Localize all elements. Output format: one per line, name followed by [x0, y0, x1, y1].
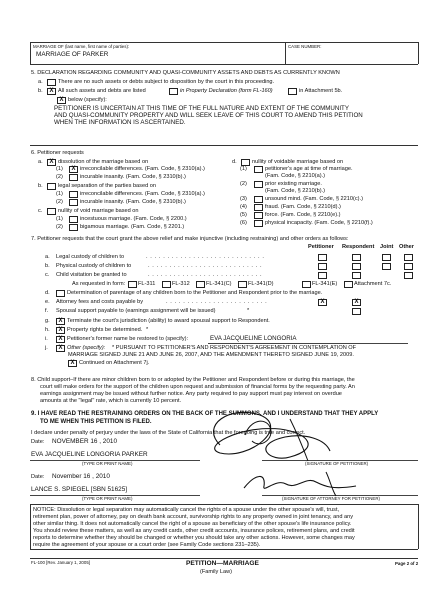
declaration: I declare under penalty of perjury under the laws of the State of California that the foregoing is true and correct. — [31, 430, 306, 436]
s6b-checkbox[interactable] — [47, 183, 56, 190]
s6d6-checkbox[interactable] — [254, 220, 263, 227]
s6d2-code: (Fam. Code, § 2210(b).) — [265, 188, 326, 194]
notice-line1: NOTICE: Dissolution or legal separation may automatically cancel the rights of a spouse under the other spouse's will, trust, — [33, 507, 340, 513]
s7d-checkbox[interactable] — [56, 290, 65, 297]
petitioner-signature — [190, 405, 340, 467]
s7b-joint-box[interactable] — [382, 263, 391, 270]
s7j-checkbox[interactable]: X — [56, 345, 65, 352]
s7j-continued: Continued on Attachment 7j. — [79, 360, 150, 366]
s7a-other-box[interactable] — [404, 254, 413, 261]
s6b1-checkbox[interactable] — [69, 191, 78, 198]
sig1-date: NOVEMBER 16 , 2010 — [52, 438, 118, 445]
case-number-label: CASE NUMBER: — [288, 44, 322, 49]
s5-para1: PETITIONER IS UNCERTAIN AT THIS TIME OF THE FULL NATURE AND EXTENT OF THE COMMUNITY — [54, 105, 349, 112]
s7h-checkbox[interactable]: X — [56, 327, 65, 334]
s6a1-checkbox[interactable]: X — [69, 166, 78, 173]
s7i-text: Petitioner's former name be restored to (specify): — [67, 336, 189, 342]
s7j-line2: MARRIAGE SIGNED JUNE 21 AND JUNE 26, 2007, AND THE AMENDMENT THERETO SIGNED JUNE 19, 2009. — [68, 352, 354, 358]
s7g-checkbox[interactable]: X — [56, 318, 65, 325]
sig2-date: November 16 , 2010 — [52, 473, 110, 480]
s7j-line1: * PURSUANT TO PETITIONER'S AND RESPONDENT'S AGREEMENT IN CONTEMPLATION OF — [112, 345, 357, 351]
s8-line1: 8. Child support–If there are minor children born to or adopted by the Petitioner and Respondent before or during this marriage, the — [31, 377, 355, 383]
s6d-text: nullity of voidable marriage based on — [252, 159, 344, 165]
s5b-text2: in Property Declaration (form FL-160) — [180, 88, 273, 94]
s6b2-checkbox[interactable] — [69, 199, 78, 206]
s7e-petitioner-box[interactable]: X — [318, 299, 327, 306]
s5b-text1: All such assets and debts are listed — [58, 88, 146, 94]
s9-line1: 9. I HAVE READ THE RESTRAINING ORDERS ON THE BACK OF THE SUMMONS, AND I UNDERSTAND THAT THEY APPLY — [31, 411, 379, 417]
s5-title: 5. DECLARATION REGARDING COMMUNITY AND QUASI-COMMUNITY ASSETS AND DEBTS AS CURRENTLY KNOWN — [31, 70, 340, 76]
s5b-form-checkbox[interactable] — [169, 88, 178, 95]
col-respondent: Respondent — [342, 244, 375, 250]
s7b-text: Physical custody of children to — [56, 263, 132, 269]
sig1-name: EVA JACQUELINE LONGORIA PARKER — [31, 451, 148, 458]
s6d5-checkbox[interactable] — [254, 212, 263, 219]
s5-para2: AND QUASI-COMMUNITY PROPERTY AND WILL SEEK LEAVE OF THIS COURT TO AMEND THIS PETITION — [54, 112, 363, 119]
s7a-petitioner-box[interactable] — [318, 254, 327, 261]
s6d2-checkbox[interactable] — [254, 181, 263, 188]
s8-line2: court will make orders for the support of the children upon request and submission of financial forms by the requesting party. An — [40, 384, 355, 390]
form-fl341c-box[interactable] — [196, 281, 205, 288]
s6c2-text: bigamous marriage. (Fam. Code, § 2201.) — [80, 224, 185, 230]
s5b-attachment-checkbox[interactable] — [288, 88, 297, 95]
s6c2-checkbox[interactable] — [69, 224, 78, 231]
form-fl341e: FL-341(E) — [312, 281, 338, 287]
s6d1-checkbox[interactable] — [254, 166, 263, 173]
s5b-below-checkbox[interactable]: X — [57, 97, 66, 104]
s6d5-text: force. (Fam. Code, § 2210(e).) — [265, 212, 341, 218]
col-joint: Joint — [380, 244, 394, 250]
form-fl311-box[interactable] — [128, 281, 137, 288]
s5b-text3: in Attachment 5b. — [299, 88, 343, 94]
sig2-name: LANCE S. SPIEGEL [SBN 51625] — [31, 486, 128, 493]
s5b-text4: below (specify): — [68, 97, 107, 103]
s6a1-text: irreconcilable differences. (Fam. Code, § 2310(a).) — [80, 166, 205, 172]
s7j-continued-box[interactable]: X — [68, 360, 77, 367]
s6c1-checkbox[interactable] — [69, 216, 78, 223]
s7f-respondent-box[interactable] — [352, 308, 361, 315]
s6b-text: legal separation of the parties based on — [58, 183, 156, 189]
marriage-label: MARRIAGE OF (last name, first name of parties): — [33, 44, 130, 49]
s6d4-text: fraud. (Fam. Code, § 2210(d).) — [265, 204, 341, 210]
s7i-value: EVA JACQUELINE LONGORIA — [210, 335, 297, 342]
s7c-respondent-box[interactable] — [352, 272, 361, 279]
s7g-text: Terminate the court's jurisdiction (ability) to award spousal support to Respondent. — [67, 318, 270, 324]
s6b2-text: incurable insanity. (Fam. Code, § 2310(b).) — [80, 199, 186, 205]
s7a-respondent-box[interactable] — [352, 254, 361, 261]
petition-page: MARRIAGE OF (last name, first name of parties): CASE NUMBER: MARRIAGE OF PARKER 5. DECLARATION REGARDING COMMUNITY AND QUASI-COMMUNITY ASSETS AND DEBTS AS CURRENTLY KNOWN a. There are no such assets or debts subject to disposition by the court in this proceeding. b. X All such assets and debts are listed in Property Declaration (form FL-160) in Attachment 5b. X below (specify): PETITIONER IS UNCERTAIN AT THIS TIME OF THE FULL NATURE AND EXTENT OF THE COMMUNITY AND QUASI-COMMUNITY PROPERTY AND WILL SEEK LEAVE OF THIS COURT TO AMEND THIS PETITION WHEN THE INFORMATION IS ASCERTAINED. 6. Petitioner requests a. X dissolution of the marriage based on (1) X irreconcilable differences. (Fam. Code, § 2310(a).) (2) incurable insanity. (Fam. Code, § 2310(b).) b. legal separation of the parties based on (1) irreconcilable differences. (Fam. Code, § 2310(a).) (2) incurable insanity. (Fam. Code, § 2310(b).) c. nullity of void marriage based on (1) incestuous marriage. (Fam. Code, § 2200.) (2) bigamous marriage. (Fam. Code, § 2201.) d. nullity of voidable marriage based on (1) petitioner's age at time of marriage. (Fam. Code, § 2210(a).) (2) prior existing marriage. (Fam. Code, § 2210(b).) (3) unsound mind. (Fam. Code, § 2210(c).) (4) fraud. (Fam. Code, § 2210(d).) (5) force. (Fam. Code, § 2210(e).) (6) physical incapacity. (Fam. Code, § 2210(f).) 7. Petitioner requests that the court grant the above relief and make injunctive (including restraining) and other orders as follows: Petitioner Respondent Joint Other a. Legal custody of children to . . . . . . . . . . . . . . . . . . . . . . . . . . . . b. Physical custody of children to . . . . . . . . . . . . . . . . . . . . . . . . . . . c. Child visitation be granted to . . . . . . . . . . . . . . . . . . . . . . . . . . . As requested in form: FL-311 FL-312 FL-341(C) FL-341(D) FL-341(E) Attachment 7c. d. Determination of parentage of any children born to the Petitioner and Respondent prior to the marriage. e. Attorney fees and costs payable by . . . . . . . . . . . . . . . . . . . . . . . . X X f. Spousal support payable to (earnings assignment will be issued) * g. X Terminate the court's jurisdiction (ability) to award spousal support to Respondent. h. X Property rights be determined. * i. X Petitioner's former name be restored to (specify): EVA JACQUELINE LONGORIA j. X Other (specify): * PURSUANT TO PETITIONER'S AND RESPONDENT'S AGREEMENT IN CONTEMPLATION OF MARRIAGE SIGNED JUNE 21 AND JUNE 26, 2007, AND THE AMENDMENT THERETO SIGNED JUNE 19, 2009. X Continued on Attachment 7j. 8. Child support–If there are minor children born to or adopted by the Petitioner and Respondent before or during this marriage, the court will make orders for the support of the children upon request and submission of financial forms by the requesting party. An earnings assignment may be issued without further notice. Any party required to pay support must pay interest on overdue amounts at the "legal" rate, which is currently 10 percent. 9. I HAVE READ THE RESTRAINING ORDERS ON THE BACK OF THE SUMMONS, AND I UNDERSTAND THAT THEY APPLY TO ME WHEN THIS PETITION IS FILED. I declare under penalty of perjury under the laws of the State of California that the foregoing is true and correct. Date: NOVEMBER 16 , 2010 EVA JACQUELINE LONGORIA PARKER (TYPE OR PRINT NAME) (SIGNATURE OF PETITIONER) Date: November 16 , 2010 LANCE S. SPIEGEL [SBN 51625] (TYPE OR PRINT NAME) (SIGNATURE OF ATTORNEY FOR PETITIONER) NOTICE: Dissolution or legal separation may automatically cancel the rights of a spouse under the other spouse's will, trust, retirement plan, power of attorney, pay on death bank account, survivorship rights to any property owned in joint tenancy, and any other similar thing. It does not automatically cancel the right of a spouse as beneficiary of the other spouse's life insurance policy. You should review these matters, as well as any credit cards, other credit accounts, insurance polices, retirement plans, and credit reports to determine whether they should be changed or whether you should take any other actions. However, some changes may require the agreement of your spouse or a court order (see Family Code sections 231–235). FL-100 [Rev. January 1, 2005] PETITION—MARRIAGE (Family Law) Page 2 of 2 — [0, 0, 443, 594]
form-subtitle: (Family Law) — [200, 569, 233, 575]
s7d-text: Determination of parentage of any children born to the Petitioner and Respondent prior to the marriage. — [67, 290, 323, 296]
s7c-other-box[interactable] — [404, 272, 413, 279]
sig2-name-caption: (TYPE OR PRINT NAME) — [82, 496, 133, 501]
s6d1-code: (Fam. Code, § 2210(a).) — [265, 173, 326, 179]
s6d3-text: unsound mind. (Fam. Code, § 2210(c).) — [265, 196, 363, 202]
s6d1-text: petitioner's age at time of marriage. — [265, 166, 353, 172]
s9-line2: TO ME WHEN THIS PETITION IS FILED. — [40, 419, 152, 425]
notice-line3: other similar thing. It does not automatically cancel the right of a spouse as beneficiary of the other spouse's life insurance policy. — [33, 521, 352, 527]
s6a2-checkbox[interactable] — [69, 174, 78, 181]
s7a-joint-box[interactable] — [382, 254, 391, 261]
s5b-checkbox[interactable]: X — [47, 88, 56, 95]
attorney-signature — [236, 468, 366, 498]
s6d3-checkbox[interactable] — [254, 196, 263, 203]
s6a-checkbox[interactable]: X — [47, 159, 56, 166]
s7e-text: Attorney fees and costs payable by — [56, 299, 144, 305]
s7b-other-box[interactable] — [404, 263, 413, 270]
notice-line4: You should review these matters, as well as any credit cards, other credit accounts, insurance polices, retirement plans, and credit — [33, 528, 355, 534]
s7c-forms-lead: As requested in form: — [72, 281, 126, 287]
notice-line6: require the agreement of your spouse or a court order (see Family Code sections 231–235). — [33, 542, 261, 548]
s7j-lead: Other (specify): — [67, 345, 106, 351]
s7c-text: Child visitation be granted to — [56, 272, 127, 278]
s5-para3: WHEN THE INFORMATION IS ASCERTAINED. — [54, 119, 186, 126]
s6d2-text: prior existing marriage. — [265, 181, 322, 187]
s7f-text: Spousal support payable to (earnings assignment will be issued) — [56, 308, 216, 314]
s6c1-text: incestuous marriage. (Fam. Code, § 2200.) — [80, 216, 187, 222]
marriage-value: MARRIAGE OF PARKER — [36, 51, 109, 58]
sig2-date-label: Date: — [31, 474, 45, 480]
s6d4-checkbox[interactable] — [254, 204, 263, 211]
form-title: PETITION—MARRIAGE — [186, 560, 259, 567]
s6a-text: dissolution of the marriage based on — [58, 159, 149, 165]
s6b1-text: irreconcilable differences. (Fam. Code, § 2310(a).) — [80, 191, 205, 197]
form-id: FL-100 [Rev. January 1, 2005] — [31, 560, 90, 565]
s7h-text: Property rights be determined. — [67, 327, 143, 333]
s6d-checkbox[interactable] — [241, 159, 250, 166]
s7e-respondent-box[interactable]: X — [352, 299, 361, 306]
form-attachment-7c-box[interactable] — [344, 281, 353, 288]
s5a-text: There are no such assets or debts subject to disposition by the court in this proceeding. — [58, 79, 275, 85]
sig1-date-label: Date: — [31, 439, 45, 445]
form-fl312-box[interactable] — [162, 281, 171, 288]
form-fl312: FL-312 — [172, 281, 190, 287]
s7c-petitioner-box[interactable] — [318, 272, 327, 279]
s7b-petitioner-box[interactable] — [318, 263, 327, 270]
s8-line3: earnings assignment may be issued without further notice. Any party required to pay support must pay interest on overdue — [40, 391, 342, 397]
sig2-sig-caption: (SIGNATURE OF ATTORNEY FOR PETITIONER) — [282, 496, 380, 501]
col-petitioner: Petitioner — [308, 244, 334, 250]
s6c-text: nullity of void marriage based on — [58, 208, 139, 214]
col-other: Other — [399, 244, 414, 250]
s6a2-text: incurable insanity. (Fam. Code, § 2310(b).) — [80, 174, 186, 180]
form-fl341c: FL-341(C) — [206, 281, 232, 287]
s7i-checkbox[interactable]: X — [56, 336, 65, 343]
notice-line5: reports to determine whether they should be changed or whether you should take any other actions. However, some changes may — [33, 535, 355, 541]
form-fl311: FL-311 — [138, 281, 156, 287]
notice-line2: retirement plan, power of attorney, pay on death bank account, survivorship rights to any property owned in joint tenancy, and any — [33, 514, 354, 520]
form-fl341d: FL-341(D) — [248, 281, 274, 287]
s8-line4: amounts at the "legal" rate, which is currently 10 percent. — [40, 398, 182, 404]
s7a-text: Legal custody of children to — [56, 254, 125, 260]
form-attachment-7c: Attachment 7c. — [354, 281, 392, 287]
s6-title: 6. Petitioner requests — [31, 150, 84, 156]
form-fl341e-box[interactable] — [302, 281, 311, 288]
form-fl341d-box[interactable] — [238, 281, 247, 288]
s6d6-text: physical incapacity. (Fam. Code, § 2210(f).) — [265, 220, 373, 226]
sig1-name-caption: (TYPE OR PRINT NAME) — [82, 461, 133, 466]
s6c-checkbox[interactable] — [47, 208, 56, 215]
s7-title: 7. Petitioner requests that the court grant the above relief and make injunctive (including restraining) and other orders as follows: — [31, 236, 349, 242]
page-number: Page 2 of 2 — [395, 561, 419, 566]
sig1-sig-caption: (SIGNATURE OF PETITIONER) — [305, 461, 369, 466]
s7b-respondent-box[interactable] — [352, 263, 361, 270]
s5a-checkbox[interactable] — [47, 79, 56, 86]
